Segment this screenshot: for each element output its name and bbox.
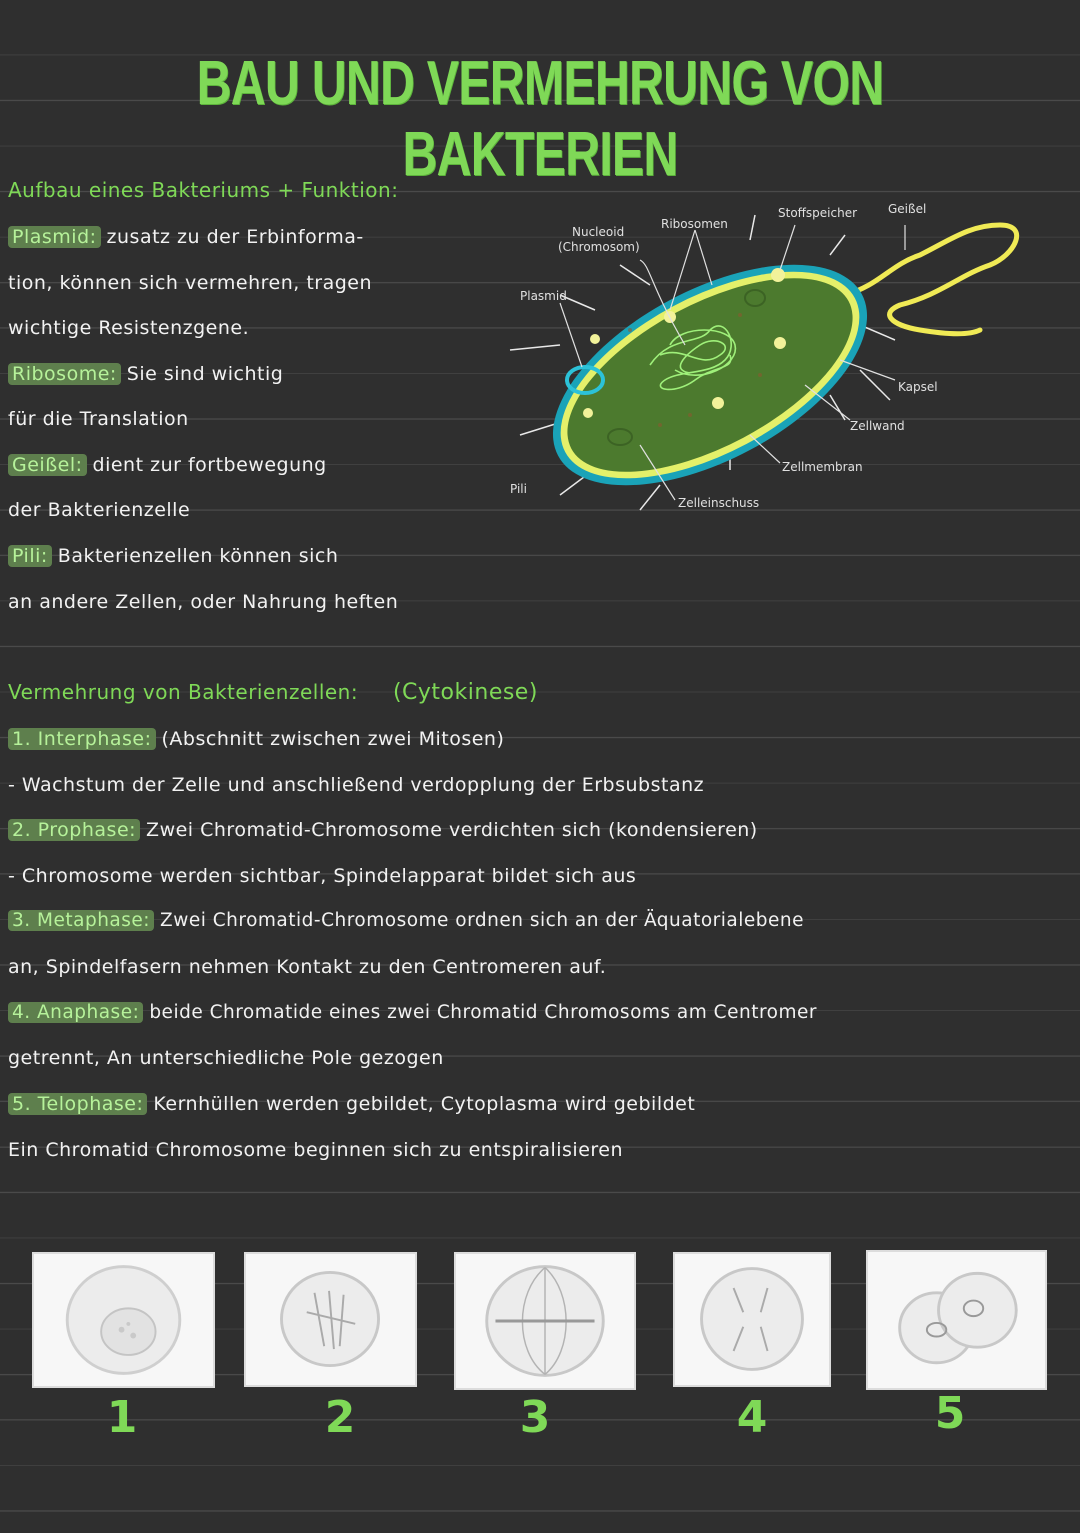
term-tag: Ribosome: — [8, 363, 121, 385]
term-text: wichtige Resistenzgene. — [8, 317, 250, 339]
list-item — [8, 408, 189, 430]
term-tag: Pili: — [8, 545, 52, 567]
term-text: der Bakterienzelle — [8, 499, 191, 521]
list-item — [8, 317, 249, 339]
anaphase-image — [673, 1252, 831, 1387]
list-item — [8, 1139, 623, 1161]
section2-title: Vermehrung von Bakterienzellen: — [8, 680, 359, 704]
list-item — [8, 819, 758, 841]
list-item — [8, 591, 398, 613]
phase-number: 5 — [934, 1388, 966, 1439]
label-geissel: Geißel — [888, 202, 927, 216]
list-item — [8, 499, 190, 521]
prophase-image — [244, 1252, 417, 1387]
telophase-image — [866, 1250, 1047, 1390]
phase-number: 4 — [736, 1392, 768, 1443]
label-pili: Pili — [510, 482, 527, 496]
list-item — [8, 1093, 695, 1115]
phase-text: - Chromosome werden sichtbar, Spindelapparat bildet sich aus — [8, 865, 637, 887]
list-item — [8, 728, 504, 750]
page-title: BAU UND VERMEHRUNG VON BAKTERIEN — [196, 49, 884, 189]
label-nucleoid: Nucleoid — [572, 225, 625, 239]
list-item — [8, 363, 283, 385]
phase-text: Ein Chromatid Chromosome beginnen sich zu entspiralisieren — [8, 1139, 624, 1161]
term-text: tion, können sich vermehren, tragen — [8, 272, 373, 294]
label-kapsel: Kapsel — [898, 380, 938, 394]
list-item — [8, 454, 327, 476]
phase-text: Zwei Chromatid-Chromosome ordnen sich an der Äquatorialebene — [160, 910, 805, 931]
phase-tag: 4. Anaphase: — [8, 1002, 143, 1023]
list-item — [8, 226, 364, 248]
term-text: Bakterienzellen können sich — [57, 545, 339, 567]
label-zelleinschuss: Zelleinschuss — [678, 496, 760, 510]
phase-text: Zwei Chromatid-Chromosome verdichten sich (kondensieren) — [146, 819, 758, 841]
label-chromosom: (Chromosom) — [558, 240, 640, 254]
list-item — [8, 545, 338, 567]
phase-text: an, Spindelfasern nehmen Kontakt zu den Centromeren auf. — [8, 956, 607, 978]
term-tag: Geißel: — [8, 454, 87, 476]
term-text: zusatz zu der Erbinforma- — [106, 226, 364, 248]
phase-tag: 5. Telophase: — [8, 1093, 147, 1115]
phase-tag: 3. Metaphase: — [8, 910, 154, 931]
list-item — [8, 1002, 817, 1023]
list-item — [8, 272, 372, 294]
label-zellwand: Zellwand — [850, 419, 905, 433]
label-stoffspeicher: Stoffspeicher — [778, 206, 858, 220]
list-item — [8, 910, 804, 931]
phase-number: 3 — [519, 1392, 551, 1443]
section2-note: (Cytokinese) — [392, 680, 538, 705]
phase-text: beide Chromatide eines zwei Chromatid Chromosoms am Centromer — [149, 1002, 817, 1023]
list-item — [8, 956, 606, 978]
section1-heading: Aufbau eines Bakteriums + Funktion: — [8, 178, 399, 202]
term-tag: Plasmid: — [8, 226, 101, 248]
phase-tag: 1. Interphase: — [8, 728, 156, 750]
phase-text: (Abschnitt zwischen zwei Mitosen) — [161, 728, 505, 750]
phase-number: 1 — [106, 1392, 138, 1443]
list-item — [8, 1047, 444, 1069]
phase-number: 2 — [324, 1392, 356, 1443]
term-text: dient zur fortbewegung — [92, 454, 327, 476]
list-item — [8, 865, 636, 887]
phase-text: Kernhüllen werden gebildet, Cytoplasma wird gebildet — [153, 1093, 696, 1115]
term-text: an andere Zellen, oder Nahrung heften — [8, 591, 399, 613]
label-plasmid: Plasmid — [520, 289, 567, 303]
metaphase-image — [454, 1252, 636, 1390]
interphase-image — [32, 1252, 215, 1388]
section2-heading — [8, 680, 538, 705]
term-text: für die Translation — [8, 408, 189, 430]
phase-tag: 2. Prophase: — [8, 819, 140, 841]
bacterium-diagram — [500, 195, 1060, 525]
label-ribosomen: Ribosomen — [661, 217, 728, 231]
term-text: Sie sind wichtig — [126, 363, 284, 385]
phase-text: - Wachstum der Zelle und anschließend verdopplung der Erbsubstanz — [8, 774, 705, 796]
list-item — [8, 774, 704, 796]
label-zellmembran: Zellmembran — [782, 460, 863, 474]
phase-text: getrennt, An unterschiedliche Pole gezogen — [8, 1047, 444, 1069]
